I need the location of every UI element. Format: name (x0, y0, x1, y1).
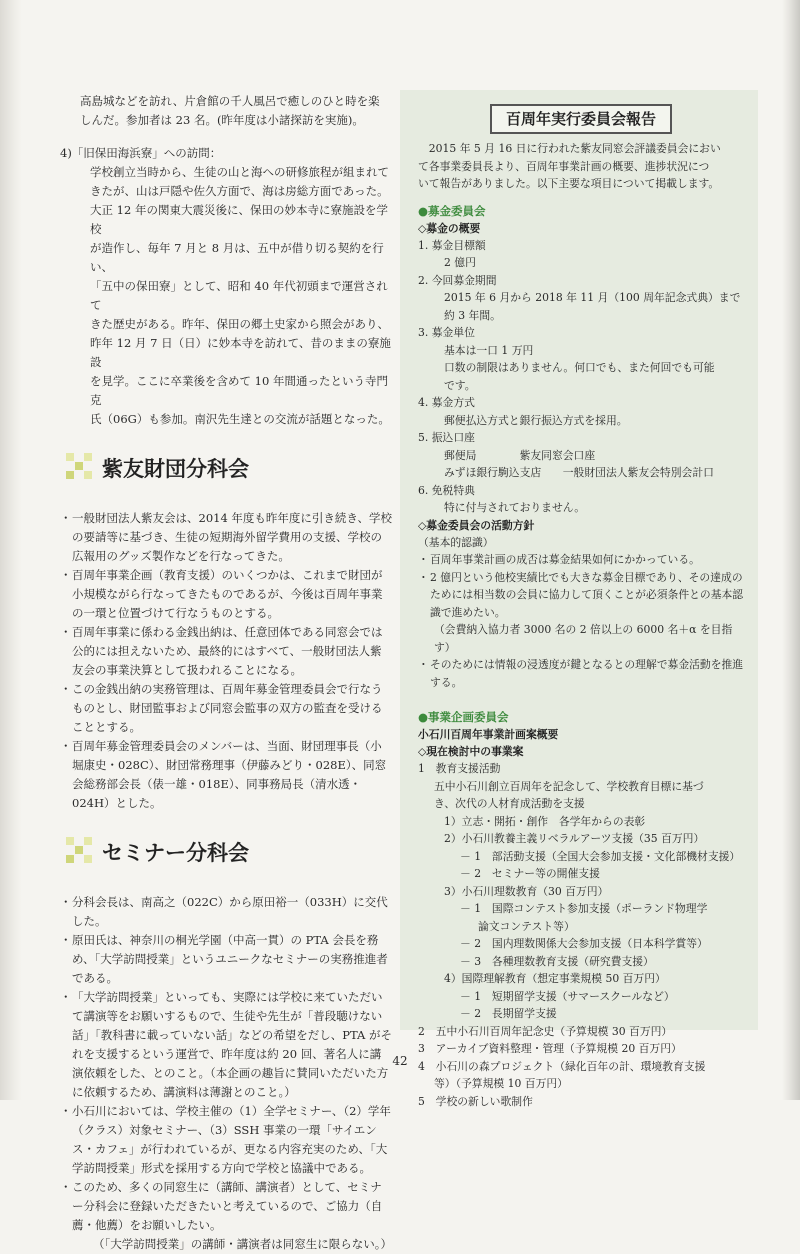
text-line: きたが、山は戸隠や佐久方面で、海は房総方面であった。 (90, 184, 389, 198)
list-item: ・ このため、多くの同窓生に（講師、講演者）として、セミナー分科会に登録いただきたいと考えているので、ご協力（自薦・他薦）をお願いしたい。 (60, 1178, 392, 1235)
report-intro (418, 140, 744, 193)
text-line: 「五中の保田寮」として、昭和 40 年代初頭まで運営されて (90, 279, 388, 312)
list-item: 3）小石川理数教育（30 百万円） (444, 884, 609, 898)
decor-square (75, 846, 83, 854)
section-title: セミナー分科会 (102, 841, 249, 865)
list-item: ・ 「大学訪問授業」といっても、実際には学校に来ていただいて講演等をお願いするもので、生徒や先生が「普段聴けない話」「教科書に載っていない話」などの希望をだし、PTA がそれを支援するという運営で、昨年度は約 20 回、著名人に講演依頼をした、とのこと。（本企画の趣旨に賛同いただいた方に依頼するため、講演料は薄謝とのこと。） (60, 988, 392, 1102)
list-item: 1 教育支援活動 (418, 762, 501, 775)
list-item: ・ 百周年事業計画の成否は募金結果如何にかかっている。 (418, 551, 744, 569)
list-item: 2 五中小石川百周年記念史（予算規模 30 百万円） (418, 1024, 673, 1038)
list-item: 論文コンテスト等） (478, 919, 575, 933)
list-item: － 1 短期留学支援（サマースクールなど） (460, 989, 675, 1003)
section-heading-seminar (66, 835, 392, 881)
list-item: － 2 長期留学支援 (460, 1007, 557, 1020)
intro-text (60, 92, 392, 130)
subsection-title: ◇募金の概要 (418, 221, 481, 235)
list-item: ・ 原田氏は、神奈川の桐光学園（中高一貫）の PTA 会長を務め、「大学訪問授業」というユニークなセミナーの実務推進者である。 (60, 931, 392, 988)
decor-square (75, 462, 83, 470)
decor-square (84, 471, 92, 479)
list-item: ・ そのためには情報の浸透度が鍵となるとの理解で募金活動を推進する。 (418, 656, 744, 691)
text-line: 学校創立当時から、生徒の山と海への研修旅程が組まれて (90, 165, 389, 179)
decor-square (66, 837, 74, 845)
list-item: ・ 百周年事業企画（教育支援）のいくつかは、これまで財団が小規模ながら行なってきたものであるが、今後は百周年事業の一環と位置づけて行なうものとする。 (60, 566, 392, 623)
list-item: 約 3 年間。 (444, 308, 501, 322)
list-item: 郵便払込方式と銀行振込方式を採用。 (444, 413, 628, 427)
list-item: です。 (444, 378, 476, 392)
list-item: 基本は一口 1 万円 (444, 343, 534, 357)
left-column (60, 92, 392, 1254)
list-item: ・ 一般財団法人紫友会は、2014 年度も昨年度に引き続き、学校の要請等に基づき、生徒の短期海外留学費用の支援、学校の広報用のグッズ製作などを行なってきた。 (60, 509, 392, 566)
text-line: を見学。ここに卒業後を含めて 10 年間通ったという寺門克 (90, 374, 388, 407)
decor-square (84, 855, 92, 863)
list-item: き、次代の人材育成活動を支援 (434, 797, 585, 810)
report-panel-content (418, 100, 744, 1110)
page-number: 42 (392, 1054, 408, 1068)
list-item: 等）（予算規模 10 百万円） (434, 1077, 568, 1090)
section-kikaku: ●事業企画委員会 (418, 710, 509, 724)
section-bokin: ●募金委員会 (418, 203, 486, 218)
list-item: 3 アーカイブ資料整理・管理（予算規模 20 百万円） (418, 1042, 682, 1055)
list-item: ・ この金銭出納の実務管理は、百周年募金管理委員会で行なうものとし、財団監事および同窓会監事の双方の監査を受けることとする。 (60, 680, 392, 737)
katsudo-note: （会費納入協力者 3000 名の 2 倍以上の 6000 名＋α を目指す） (434, 623, 733, 654)
list-item: 4. 募金方式 (418, 396, 475, 409)
section-heading-zaidan (66, 451, 392, 497)
text-line: いて報告がありました。以下主要な項目について掲載します。 (418, 177, 720, 190)
subsection-title: ◇現在検討中の事業案 (418, 745, 524, 758)
list-item: 1. 募金目標額 (418, 238, 486, 252)
list-item: 特に付与されておりません。 (444, 501, 586, 514)
subsection-title: ◇募金委員会の活動方針 (418, 518, 535, 532)
list-item: 口数の制限はありません。何口でも、また何回でも可能 (444, 361, 715, 374)
text-line: 氏（06G）も参加。南沢先生達との交流が話題となった。 (90, 412, 390, 426)
list-item: － 2 セミナー等の開催支援 (460, 867, 600, 880)
list-item: 2. 今回募金期間 (418, 273, 497, 287)
text-line: て各事業委員長より、百周年事業計画の概要、進捗状況につ (418, 159, 710, 173)
text-line: しんだ。参加者は 23 名。(昨年度は小諸探訪を実施)。 (80, 113, 364, 127)
item-title: 4)「旧保田海浜寮」への訪問： (60, 146, 222, 160)
list-item: ・ 2 億円という他校実績比でも大きな募金目標であり、その達成のためには相当数の会員に協力して頂くことが必須条件との基本認識で進めたい。 (418, 569, 744, 622)
section-title: 紫友財団分科会 (102, 457, 249, 481)
zaidan-bullets (60, 509, 392, 813)
list-item: 3. 募金単位 (418, 326, 475, 339)
basic-label: （基本的認識） (418, 535, 494, 549)
item-4 (60, 144, 392, 429)
decor-square (66, 453, 74, 461)
decor-square (66, 471, 74, 479)
text-line: 昨年 12 月 7 日（日）に妙本寺を訪れて、昔のままの寮施設 (90, 336, 391, 369)
list-item: － 1 部活動支援（全国大会参加支援・文化部機材支援） (460, 849, 741, 863)
list-item: 2 億円 (444, 256, 476, 269)
list-item: 4）国際理解教育（想定事業規模 50 百万円） (444, 972, 666, 985)
seminar-note: （「大学訪問授業」の講師・講演者は同窓生に限らない。） (93, 1237, 392, 1251)
list-item: 6. 免税特典 (418, 483, 475, 497)
list-item: － 3 各種理数教育支援（研究費支援） (460, 954, 654, 968)
text-line: きた歴史がある。昨年、保田の郷土史家から照会があり、 (90, 317, 389, 331)
decor-square (84, 837, 92, 845)
list-item: 5. 振込口座 (418, 431, 475, 444)
list-item: 五中小石川創立百周年を記念して、学校教育目標に基づ (434, 779, 704, 793)
report-title: 百周年実行委員会報告 (490, 104, 672, 134)
text-line: 高島城などを訪れ、片倉館の千人風呂で癒しのひと時を楽 (80, 94, 380, 108)
decor-square (84, 453, 92, 461)
list-item: 2）小石川教養主義リベラルアーツ支援（35 百万円） (444, 832, 705, 845)
list-item: みずほ銀行駒込支店 一般財団法人紫友会特別会計口 (444, 466, 714, 479)
bokin-list (418, 237, 744, 517)
list-item: ・ 小石川においては、学校主催の（1）全学セミナー、（2）学年（クラス）対象セミナー、（3）SSH 事業の一環「サイエンス・カフェ」が行われているが、更なる内容充実のため、「大学訪問授業」形式を採用する方向で学校と協議中である。 (60, 1102, 392, 1178)
decor-square (66, 855, 74, 863)
text-line: 2015 年 5 月 16 日に行われた紫友同窓会評議委員会におい (428, 142, 721, 155)
page-edge-shadow (782, 0, 800, 1100)
list-item: ・ 百周年事業に係わる金銭出納は、任意団体である同窓会では公的には担えないため、最終的にはすべて、一般財団法人紫友会の事業決算として扱われることになる。 (60, 623, 392, 680)
list-item: ・ 分科会長は、南高之（022C）から原田裕一（033H）に交代した。 (60, 893, 392, 931)
item-body (60, 163, 392, 429)
subsection-title: 小石川百周年事業計画案概要 (418, 728, 559, 741)
text-line: 大正 12 年の関東大震災後に、保田の妙本寺に寮施設を学校 (90, 203, 388, 236)
page-spine-shadow (0, 0, 22, 1100)
list-item: － 1 国際コンテスト参加支援（ポーランド物理学 (460, 902, 708, 915)
list-item: ・ 百周年募金管理委員会のメンバーは、当面、財団理事長（小堀康史・028C）、財団常務理事（伊藤みどり・028E）、同窓会総務部会長（俵一雄・018E）、同事務局長（清水透・024H）とした。 (60, 737, 392, 813)
list-item: － 2 国内理数関係大会参加支援（日本科学賞等） (460, 937, 708, 950)
list-item: 郵便局 紫友同窓会口座 (444, 448, 596, 462)
list-item: 5 学校の新しい歌制作 (418, 1094, 533, 1108)
list-item: 2015 年 6 月から 2018 年 11 月（100 周年記念式典）まで (444, 291, 741, 304)
katsudo-bullets (418, 551, 744, 621)
text-line: が造作し、毎年 7 月と 8 月は、五中が借り切る契約を行い、 (90, 241, 384, 274)
list-item: 1）立志・開拓・創作 各学年からの表彰 (444, 814, 646, 828)
list-item: 4 小石川の森プロジェクト（緑化百年の計、環境教育支援 (418, 1059, 706, 1073)
